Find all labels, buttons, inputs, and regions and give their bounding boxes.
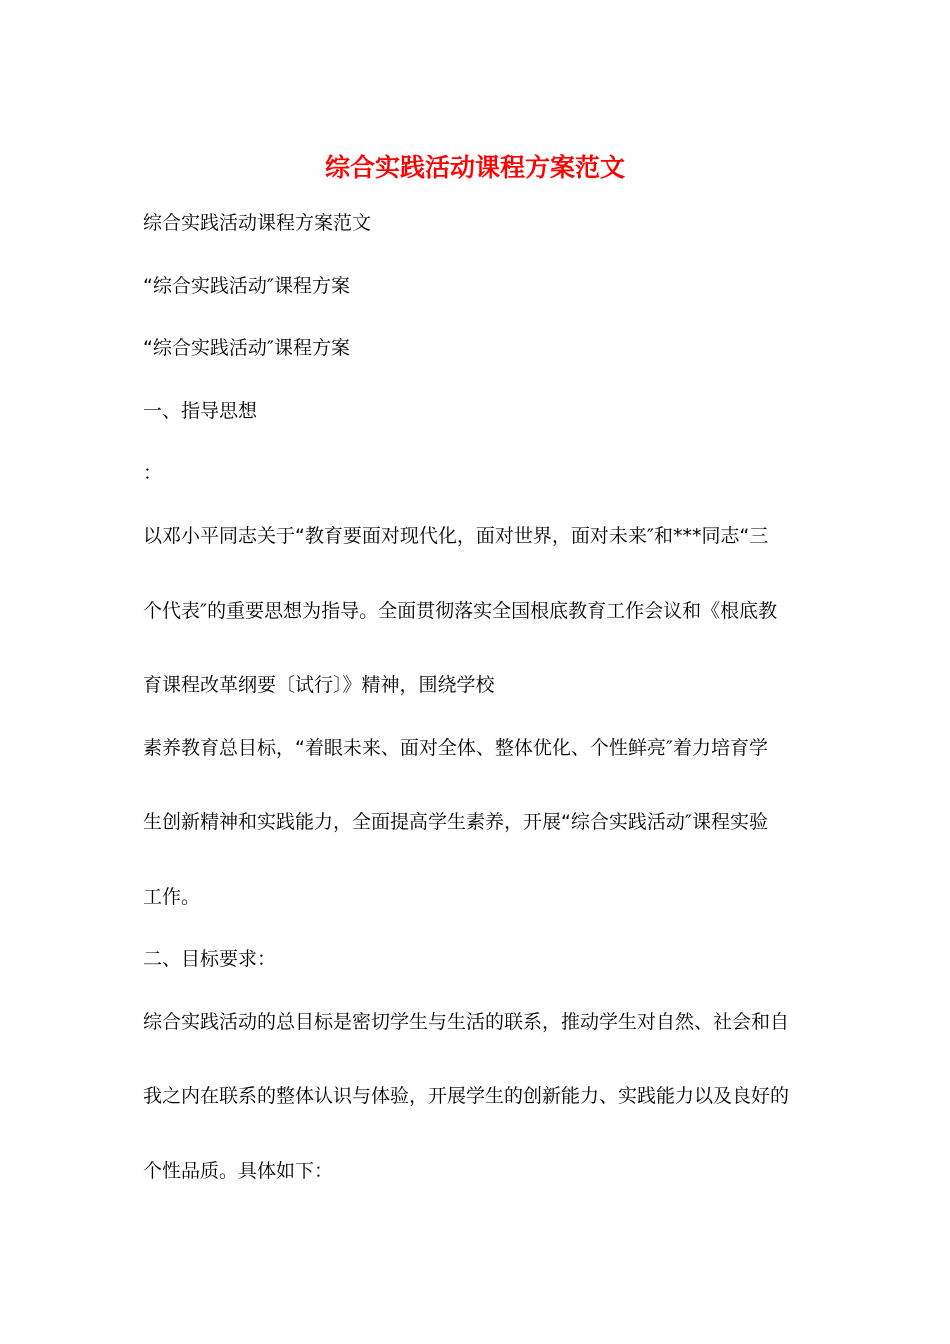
paragraph-line: 素养教育总目标，“着眼未来、面对全体、整体优化、个性鲜亮″着力培育学 (143, 737, 768, 759)
paragraph-line: 工作。 (143, 886, 201, 908)
paragraph-line: “综合实践活动″课程方案 (143, 337, 350, 359)
paragraph-line: “综合实践活动″课程方案 (143, 275, 350, 297)
paragraph-line: 个代表″的重要思想为指导。全面贯彻落实全国根底教育工作会议和《根底教 (143, 600, 778, 622)
paragraph-line: 我之内在联系的整体认识与体验，开展学生的创新能力、实践能力以及良好的 (143, 1085, 790, 1107)
section-heading: 二、目标要求： (143, 948, 277, 970)
paragraph-line: 育课程改革纲要〔试行〕》精神，围绕学校 (143, 674, 495, 696)
paragraph-line: 个性品质。具体如下： (143, 1160, 334, 1182)
paragraph-line: 综合实践活动的总目标是密切学生与生活的联系，推动学生对自然、社会和自 (143, 1011, 790, 1033)
paragraph-line: 生创新精神和实践能力，全面提高学生素养，开展“综合实践活动″课程实验 (143, 811, 768, 833)
paragraph-line: ： (143, 462, 163, 484)
document-title: 综合实践活动课程方案范文 (324, 153, 625, 182)
paragraph-line: 以邓小平同志关于“教育要面对现代化，面对世界，面对未来″和***同志“三 (143, 525, 769, 547)
section-heading: 一、指导思想 (143, 400, 258, 422)
paragraph-line: 综合实践活动课程方案范文 (143, 212, 372, 234)
